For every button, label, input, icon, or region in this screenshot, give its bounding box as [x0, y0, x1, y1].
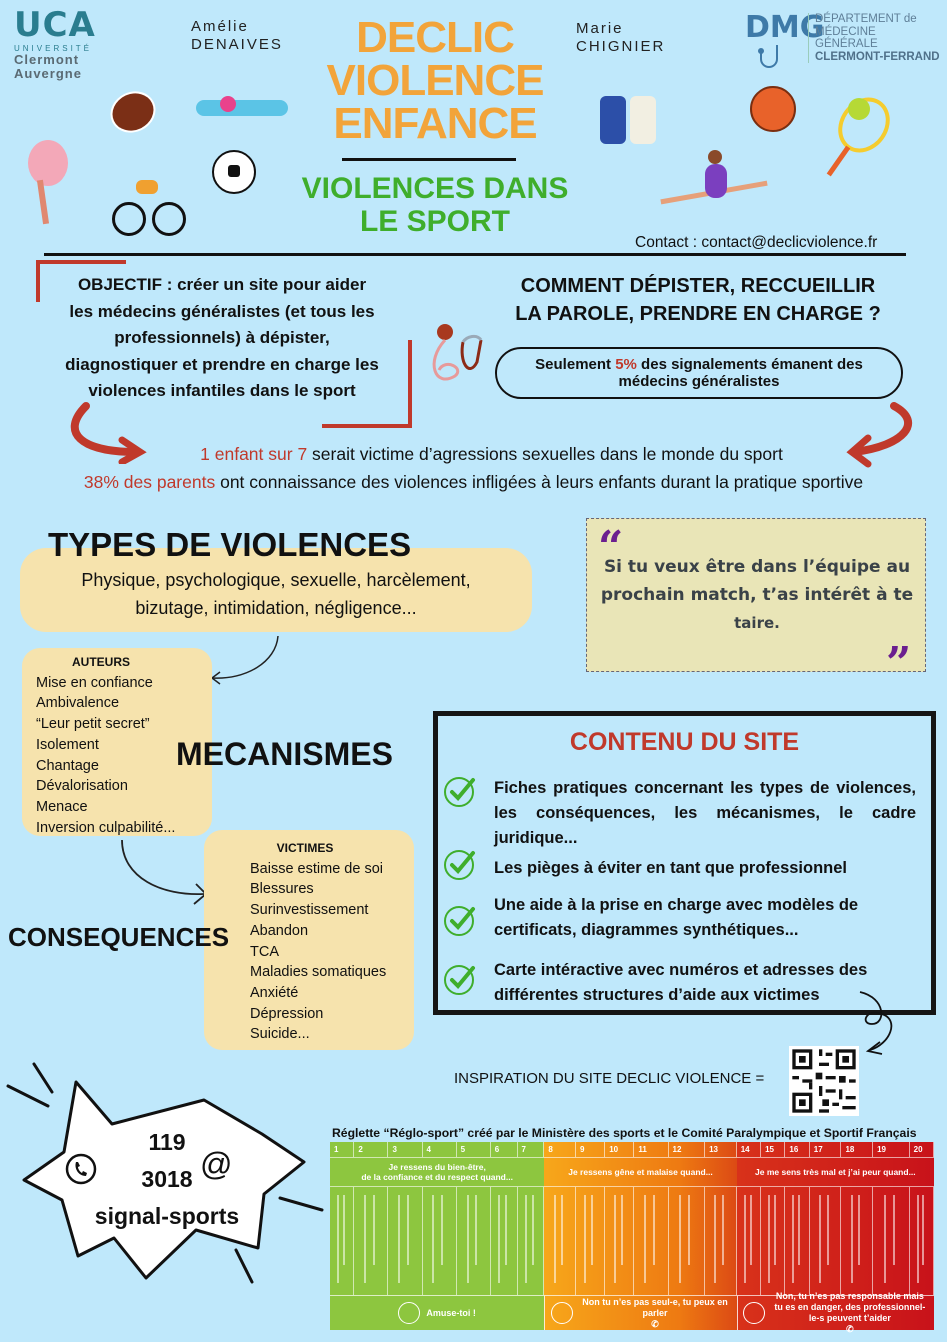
reglette-number: 3: [388, 1142, 422, 1157]
close-quote-icon: ”: [886, 638, 912, 689]
list-item: Baisse estime de soi: [250, 860, 383, 877]
phone-icon: ✆: [651, 1318, 659, 1329]
contenu-item: Carte intéractive avec numéros et adresses des différentes structures d’aide aux victimes: [494, 961, 868, 1004]
pill-line-2: médecins généralistes: [618, 373, 780, 390]
quote-line: Si tu veux être dans l’équipe au: [603, 557, 911, 577]
author-right: [576, 20, 665, 56]
reglette-number: 9: [576, 1142, 605, 1157]
helpline-3018[interactable]: 3018: [141, 1166, 193, 1192]
reglette-category-label: Je ressens du bien-être,: [388, 1162, 486, 1172]
check-icon: [443, 962, 477, 996]
dmg-line: GÉNÉRALE: [815, 38, 878, 50]
uca-logo-line2: Clermont: [14, 52, 80, 67]
reglette-statement: [669, 1187, 706, 1295]
stat-text: serait victime d’agressions sexuelles dans le monde du sport: [307, 444, 783, 464]
stat-highlight: 38% des parents: [83, 472, 216, 492]
types-title: TYPES DE VIOLENCES: [48, 526, 412, 563]
sad-face-icon: [743, 1302, 765, 1324]
judo-icon: [598, 82, 662, 146]
swimmer-icon: [196, 100, 288, 116]
objectif-line: violences infantiles dans le sport: [88, 381, 356, 400]
helpline-119[interactable]: 119: [148, 1129, 186, 1155]
reglette-number: 6: [491, 1142, 518, 1157]
reglette-number: 11: [634, 1142, 668, 1157]
reglette-number: 13: [705, 1142, 737, 1157]
objectif-line: diagnostiquer et prendre en charge les: [65, 354, 379, 374]
reglette-statement: [518, 1187, 545, 1295]
reglette-statement: [705, 1187, 737, 1295]
reglette-footer: [330, 1295, 544, 1330]
list-item: Anxiété: [250, 984, 299, 1001]
reglette-statement: [576, 1187, 605, 1295]
auteurs-heading: AUTEURS: [71, 655, 130, 669]
reglette-number: 8: [544, 1142, 576, 1157]
reglette-statement: [841, 1187, 873, 1295]
football-icon: [104, 84, 163, 140]
dmg-logo-mark: DMG: [745, 10, 825, 45]
reglette-number: 5: [457, 1142, 491, 1157]
objectif-text: [48, 272, 396, 405]
statistic-pill: [495, 347, 903, 399]
uca-logo-line3: Auvergne: [14, 66, 82, 81]
author-left-first: Amélie: [191, 18, 249, 35]
list-item: Ambivalence: [36, 695, 120, 712]
subtitle-line: VIOLENCES DANS: [301, 172, 569, 205]
quote-line: prochain match, t’as intérêt à te: [600, 585, 914, 605]
reglette-number: 4: [423, 1142, 457, 1157]
reglette-footer: [544, 1295, 736, 1330]
comment-line: LA PAROLE, PRENDRE EN CHARGE ?: [515, 303, 881, 325]
reglette-statement: [910, 1187, 934, 1295]
reglette-statement: [388, 1187, 422, 1295]
dancer-icon: [28, 140, 68, 186]
check-icon: [443, 847, 477, 881]
reglette-statement: [354, 1187, 388, 1295]
stethoscope-illustration-icon: [425, 322, 495, 392]
check-icon: [443, 903, 477, 937]
uca-logo: [14, 5, 104, 81]
list-item: Surinvestissement: [250, 902, 369, 919]
at-icon: @: [200, 1146, 233, 1182]
reglette-category: [330, 1157, 544, 1187]
consequences-title: CONSEQUENCES: [8, 922, 230, 952]
list-item: Maladies somatiques: [250, 964, 387, 981]
pill-text: des signalements émanent des: [636, 356, 863, 373]
reglette-statement: [330, 1187, 354, 1295]
uca-logo-univ: UNIVERSITÉ: [14, 44, 93, 53]
dmg-line: CLERMONT-FERRAND: [815, 50, 940, 63]
inspiration-text: INSPIRATION DU SITE DECLIC VIOLENCE =: [454, 1070, 765, 1087]
dmg-line: DÉPARTEMENT de: [815, 13, 917, 25]
reglette-number: 14: [737, 1142, 761, 1157]
reglette-number: 12: [669, 1142, 706, 1157]
statistics: [0, 440, 947, 496]
reglette-statement: [634, 1187, 668, 1295]
list-item: Dévalorisation: [36, 778, 128, 795]
title-divider: [342, 158, 516, 161]
contenu-item: Une aide à la prise en charge avec modèles de certificats, diagrammes synthétiques...: [494, 896, 859, 939]
check-icon: [443, 774, 477, 808]
reglette-number: 19: [873, 1142, 910, 1157]
contact-email[interactable]: Contact : contact@declicviolence.fr: [635, 234, 878, 251]
quote-text: [600, 553, 914, 637]
reglette-number: 15: [761, 1142, 785, 1157]
dmg-logo-text: [808, 13, 940, 63]
list-item: Dépression: [250, 1005, 324, 1022]
stat-1: [0, 440, 947, 468]
reglette-category: [737, 1157, 934, 1187]
reglette-statement: [785, 1187, 809, 1295]
author-left: [191, 18, 283, 54]
reglette-statement: [810, 1187, 842, 1295]
reglette-title: Réglette “Réglo-sport” créé par le Ministère des sports et le Comité Paralympique et Sportif Français: [332, 1126, 917, 1140]
basketball-icon: [750, 86, 796, 132]
reglette-number: 16: [785, 1142, 809, 1157]
tennis-racket-icon: [830, 96, 884, 182]
reglette-statement: [737, 1187, 761, 1295]
stat-2: [0, 468, 947, 496]
curved-arrow-icon: [206, 632, 286, 692]
list-item: Mise en confiance: [36, 674, 153, 691]
cyclist-icon: [112, 172, 184, 236]
helpline-signal-sports[interactable]: signal-sports: [94, 1203, 240, 1229]
reglette-number: 18: [841, 1142, 873, 1157]
reglette-footer-text: Amuse-toi !: [426, 1307, 476, 1318]
poster-subtitle: [270, 172, 600, 238]
reglette-category-label: Je me sens très mal et j’ai peur quand...: [755, 1167, 916, 1177]
contenu-title: CONTENU DU SITE: [569, 728, 800, 756]
types-text: [20, 566, 532, 622]
reglette: [330, 1142, 934, 1334]
dmg-line: MÉDECINE: [815, 25, 876, 38]
list-item: Blessures: [250, 881, 314, 898]
stat-highlight: 1 enfant sur 7: [200, 444, 308, 464]
reglette-statement: [605, 1187, 634, 1295]
stat-text: ont connaissance des violences infligées à leurs enfants durant la pratique sportive: [215, 472, 864, 492]
subtitle-line: LE SPORT: [359, 205, 510, 238]
title-line: VIOLENCE: [326, 56, 544, 105]
reglette-statement: [544, 1187, 576, 1295]
poster-title: [300, 13, 570, 148]
title-line: DECLIC: [356, 13, 514, 62]
reglette-statement: [423, 1187, 457, 1295]
reglette-footer: [737, 1291, 934, 1334]
reglette-number: 1: [330, 1142, 354, 1157]
objectif-line: les médecins généralistes (et tous les: [69, 301, 375, 321]
open-quote-icon: “: [598, 522, 624, 573]
reglette-category-label: Je ressens gêne et malaise quand...: [568, 1167, 713, 1177]
list-item: Chantage: [36, 757, 99, 774]
list-item: “Leur petit secret”: [36, 716, 150, 733]
comment-line: COMMENT DÉPISTER, RECCUEILLIR: [520, 275, 876, 297]
title-line: ENFANCE: [333, 99, 537, 148]
types-line: Physique, psychologique, sexuelle, harcèlement,: [81, 570, 471, 590]
qr-code[interactable]: [789, 1046, 859, 1116]
reglette-footer-text: Non, tu n’es pas responsable mais tu es en danger, des professionnel-le-s peuvent t’aider: [774, 1291, 926, 1323]
reglette-number: 2: [354, 1142, 388, 1157]
soccer-ball-icon: [212, 150, 256, 194]
reglette-number: 17: [810, 1142, 842, 1157]
list-item: Inversion culpabilité...: [36, 819, 176, 836]
author-right-last: CHIGNIER: [576, 38, 666, 55]
list-item: TCA: [250, 943, 279, 960]
dancer-legs-icon: [37, 180, 49, 224]
author-left-last: DENAIVES: [191, 36, 283, 53]
pill-text: Seulement: [535, 356, 616, 373]
reglette-statement: [457, 1187, 491, 1295]
uca-logo-mark: UCA: [14, 5, 96, 45]
contenu-item: Fiches pratiques concernant les types de violences, les conséquences, les mécanismes, le cadre juridique...: [494, 779, 916, 847]
reglette-number: 7: [518, 1142, 545, 1157]
reglette-category-label: de la confiance et du respect quand...: [361, 1172, 513, 1182]
happy-face-icon: [398, 1302, 420, 1324]
reglette-statement: [873, 1187, 910, 1295]
list-item: Suicide...: [250, 1026, 310, 1043]
loop-arrow-icon: [856, 988, 916, 1058]
reglette-footer-text: Non tu n’es pas seul-e, tu peux en parler: [582, 1296, 728, 1318]
header-divider: [44, 253, 906, 256]
list-item: Menace: [36, 798, 88, 815]
comment-heading: [470, 272, 926, 328]
swimmer-cap-icon: [220, 96, 236, 112]
reglette-number: 10: [605, 1142, 634, 1157]
list-item: Abandon: [250, 922, 309, 939]
types-line: bizutage, intimidation, négligence...: [135, 598, 417, 618]
phone-icon: [64, 1152, 98, 1186]
mecanismes-title: MECANISMES: [176, 736, 393, 772]
reglette-statement: [761, 1187, 785, 1295]
pill-highlight: 5%: [615, 356, 637, 373]
list-item: Isolement: [36, 736, 99, 753]
stethoscope-icon: [757, 45, 797, 75]
gymnast-icon: [660, 150, 770, 210]
victimes-list: [250, 838, 420, 1045]
curved-arrow-icon: [112, 838, 212, 908]
victimes-heading: VICTIMES: [276, 841, 334, 855]
objectif-line: OBJECTIF : créer un site pour aider: [77, 275, 367, 294]
quote-line: taire.: [734, 614, 780, 632]
reglette-number: 20: [910, 1142, 934, 1157]
pill-line-1: [497, 356, 901, 373]
reglette-statement: [491, 1187, 518, 1295]
reglette-category: [544, 1157, 736, 1187]
phone-icon: ✆: [846, 1324, 854, 1334]
author-right-first: Marie: [576, 20, 624, 37]
contenu-item: Les pièges à éviter en tant que professionnel: [494, 859, 848, 877]
neutral-face-icon: [551, 1302, 573, 1324]
objectif-line: professionnels) à dépister,: [114, 328, 330, 347]
